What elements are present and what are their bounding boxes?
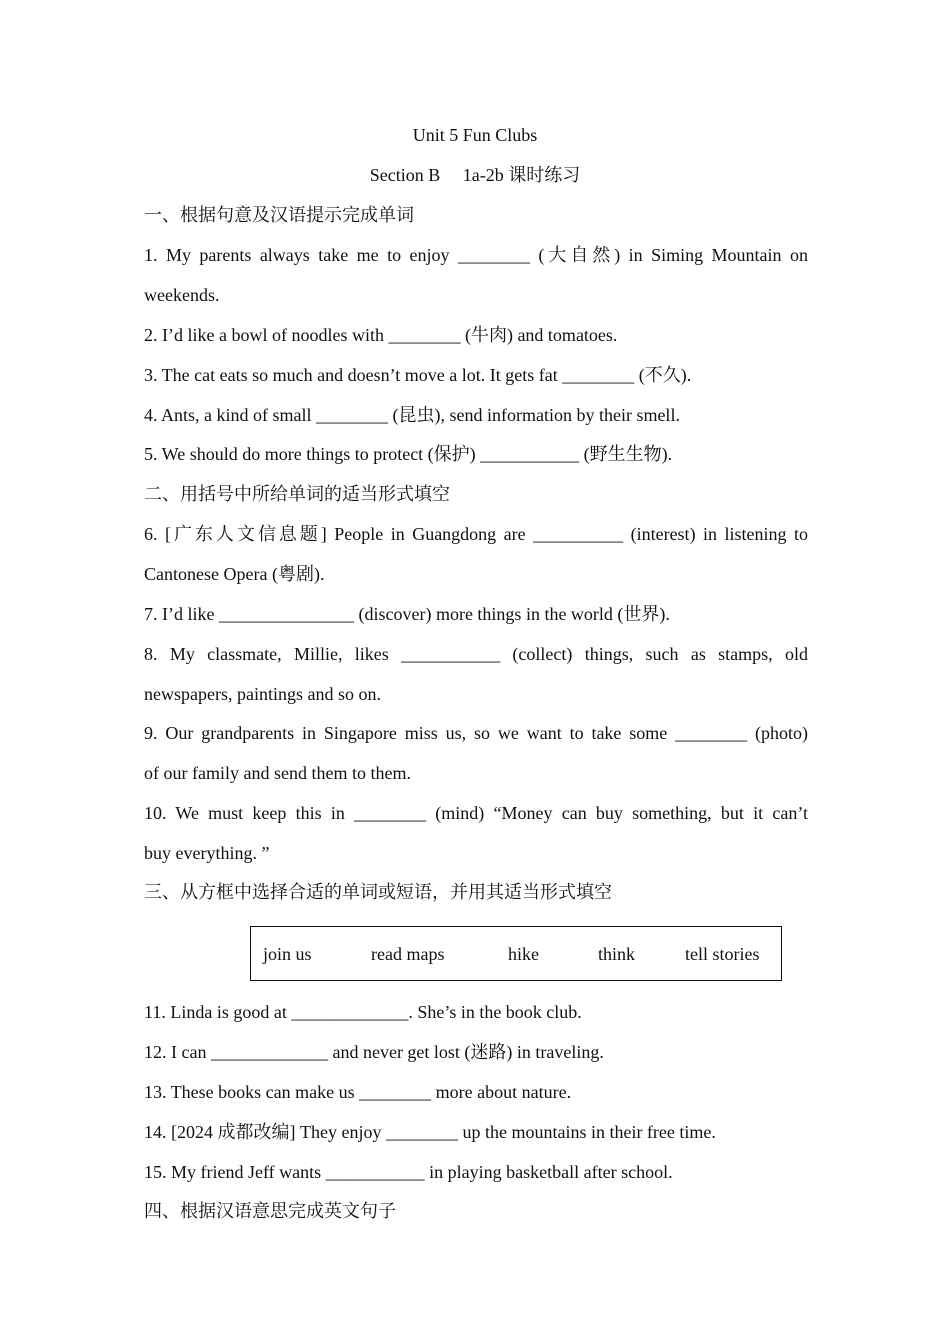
part2-heading: 二、用括号中所给单词的适当形式填空 bbox=[144, 484, 450, 504]
unit-title: Unit 5 Fun Clubs bbox=[412, 125, 538, 145]
section-subtitle: Section B 1a-2b 课时练习 bbox=[369, 165, 581, 185]
part1-heading: 一、根据句意及汉语提示完成单词 bbox=[144, 205, 414, 225]
box-word-hike: hike bbox=[508, 944, 539, 964]
question-6-line-2: Cantonese Opera (粤剧). bbox=[144, 564, 325, 584]
word-choice-box bbox=[250, 926, 782, 981]
question-1-line-1: 1. My parents always take me to enjoy ________ (大自然) in Siming Mountain on bbox=[144, 245, 808, 265]
question-7: 7. I’d like _______________ (discover) more things in the world (世界). bbox=[144, 604, 670, 624]
question-8-line-1: 8. My classmate, Millie, likes ___________ (collect) things, such as stamps, old bbox=[144, 644, 808, 664]
box-word-think: think bbox=[598, 944, 636, 964]
question-3: 3. The cat eats so much and doesn’t move a lot. It gets fat ________ (不久). bbox=[144, 365, 692, 385]
question-9-line-2: of our family and send them to them. bbox=[144, 763, 411, 783]
box-word-read-maps: read maps bbox=[371, 944, 445, 964]
part3-heading: 三、从方框中选择合适的单词或短语，并用其适当形式填空 bbox=[144, 882, 612, 902]
question-13: 13. These books can make us ________ more about nature. bbox=[144, 1082, 572, 1102]
question-15: 15. My friend Jeff wants ___________ in playing basketball after school. bbox=[144, 1162, 673, 1182]
question-10-line-1: 10. We must keep this in ________ (mind) “Money can buy something, but it can’t bbox=[144, 803, 808, 823]
question-1-line-2: weekends. bbox=[144, 285, 220, 305]
question-8-line-2: newspapers, paintings and so on. bbox=[144, 684, 381, 704]
question-5: 5. We should do more things to protect (保护) ___________ (野生生物). bbox=[144, 444, 673, 464]
question-12: 12. I can _____________ and never get lost (迷路) in traveling. bbox=[144, 1042, 604, 1062]
part4-heading: 四、根据汉语意思完成英文句子 bbox=[144, 1201, 396, 1221]
box-word-tell-stories: tell stories bbox=[685, 944, 760, 964]
question-2: 2. I’d like a bowl of noodles with ________ (牛肉) and tomatoes. bbox=[144, 325, 618, 345]
question-4: 4. Ants, a kind of small ________ (昆虫), send information by their smell. bbox=[144, 405, 680, 425]
question-10-line-2: buy everything. ” bbox=[144, 843, 270, 863]
question-9-line-1: 9. Our grandparents in Singapore miss us, so we want to take some ________ (photo) bbox=[144, 723, 808, 743]
question-11: 11. Linda is good at _____________. She’s in the book club. bbox=[144, 1002, 582, 1022]
question-14: 14. [2024 成都改编] They enjoy ________ up the mountains in their free time. bbox=[144, 1122, 716, 1142]
question-6-line-1: 6. [广东人文信息题] People in Guangdong are __________ (interest) in listening to bbox=[144, 524, 808, 544]
box-word-join-us: join us bbox=[263, 944, 312, 964]
